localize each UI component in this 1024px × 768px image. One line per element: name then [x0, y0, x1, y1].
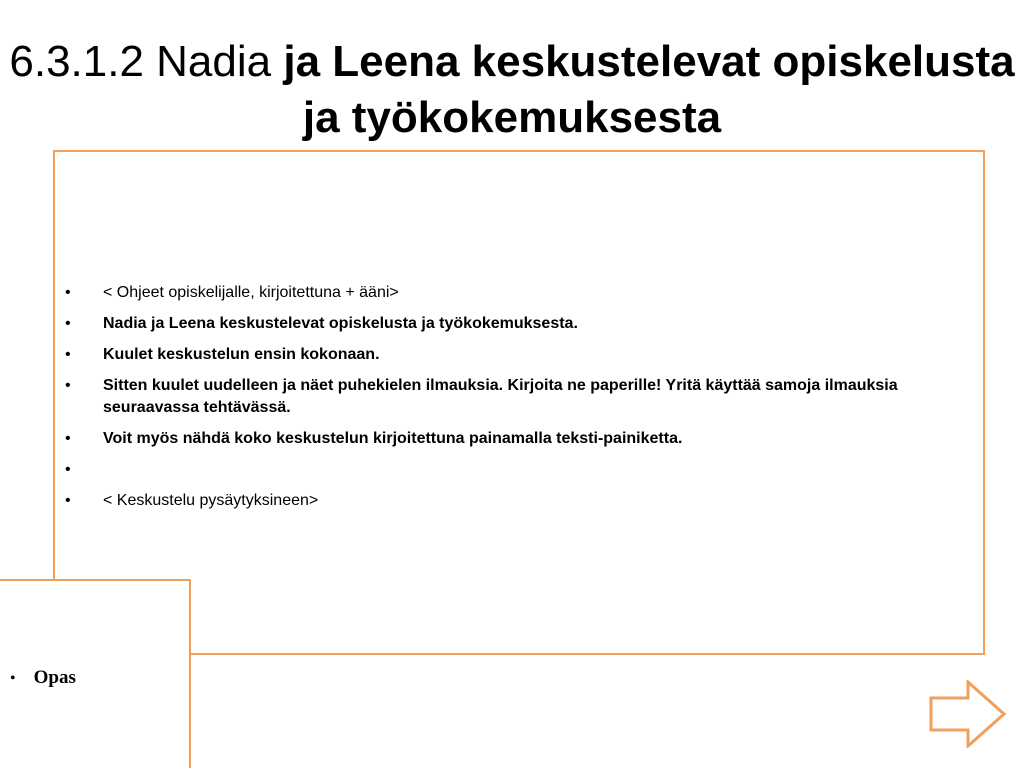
guide-label: Opas	[33, 667, 76, 688]
list-item	[65, 459, 945, 481]
list-item	[65, 375, 945, 419]
bullet-icon: •	[65, 346, 71, 363]
slide-title	[0, 34, 1024, 146]
list-item	[65, 313, 945, 335]
list-item-text: Voit myös nähdä koko keskustelun kirjoitettuna painamalla teksti-painiketta.	[103, 430, 683, 447]
guide-box	[0, 579, 191, 768]
bullet-icon: •	[65, 377, 71, 394]
list-item	[65, 344, 945, 366]
bullet-icon: •	[65, 430, 71, 447]
next-arrow-button[interactable]	[928, 680, 1008, 748]
list-item-text: < Ohjeet opiskelijalle, kirjoitettuna + ääni>	[103, 284, 399, 301]
bullet-icon: •	[65, 315, 71, 332]
right-arrow-icon	[931, 682, 1004, 746]
list-item-text: Nadia ja Leena keskustelevat opiskelusta ja työkokemuksesta.	[103, 315, 578, 332]
list-item-text: Kuulet keskustelun ensin kokonaan.	[103, 346, 380, 363]
list-item	[65, 490, 945, 512]
list-item-text: Sitten kuulet uudelleen ja näet puhekielen ilmauksia. Kirjoita ne paperille! Yritä käyttää samoja ilmauksia seuraavassa tehtävässä.	[103, 377, 898, 416]
bullet-icon: •	[65, 284, 71, 301]
guide-link[interactable]	[10, 667, 76, 689]
list-item	[65, 428, 945, 450]
list-item-text: < Keskustelu pysäytyksineen>	[103, 492, 319, 509]
bullet-icon: •	[65, 461, 71, 478]
list-item	[65, 282, 945, 304]
title-regular: 6.3.1.2 Nadia	[9, 37, 284, 86]
instruction-list	[65, 282, 945, 521]
content-box	[53, 150, 985, 655]
bullet-icon: •	[10, 670, 16, 687]
title-bold: ja Leena keskustelevat opiskelusta ja työkokemuksesta	[283, 37, 1015, 142]
bullet-icon: •	[65, 492, 71, 509]
